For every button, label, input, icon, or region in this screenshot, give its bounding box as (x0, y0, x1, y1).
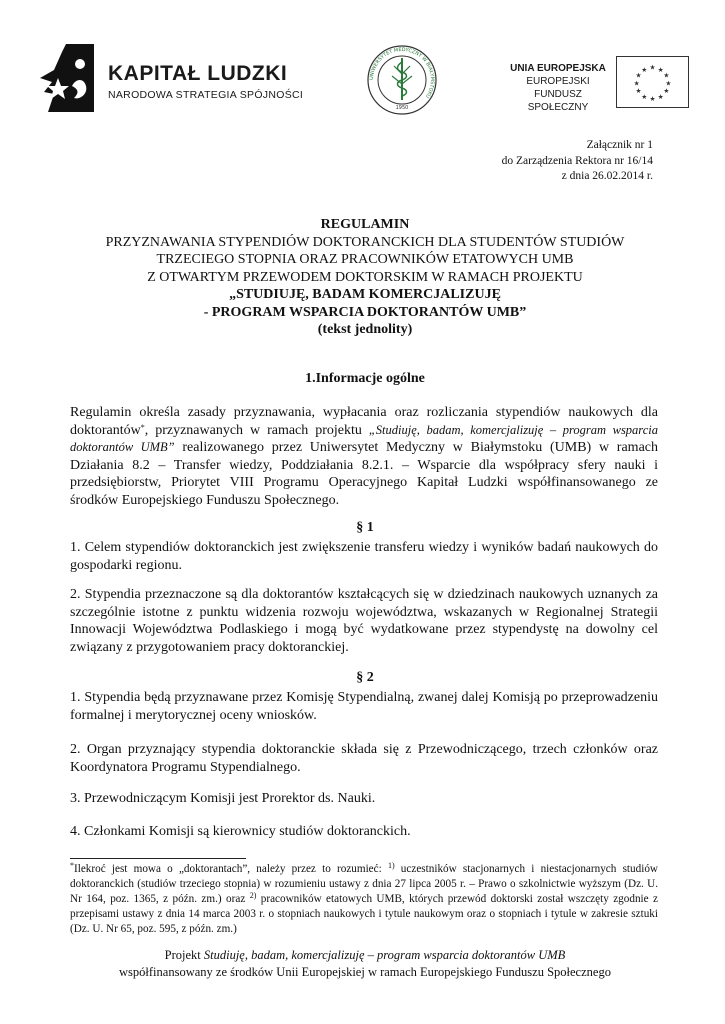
annex-reference (502, 138, 653, 185)
seal-year: 1950 (395, 105, 409, 111)
svg-text:★: ★ (641, 92, 648, 101)
footnote-divider (70, 858, 246, 859)
title-line6: - PROGRAM WSPARCIA DOKTORANTÓW UMB” (203, 304, 527, 320)
ue-line1: UNIA EUROPEJSKA (510, 63, 606, 74)
footnote-text-b: uczestników stacjonarnych i niestacjonarnych studiów doktoranckich (studiów trzeciego stopnia) w rozumieniu ustawy z dnia 27 lipca 2005 r. – Prawo o szkolnictwie wyższym (Dz. U. Nr 164, poz. 1365, z późn. zm.) oraz (70, 863, 658, 905)
kapital-ludzki-wordmark (108, 62, 303, 102)
footnote-sup1: 1) (387, 861, 395, 870)
ue-line3: FUNDUSZ SPOŁECZNY (527, 89, 589, 113)
footnote-ref: * (140, 422, 145, 432)
annex-line3: z dnia 26.02.2014 r. (561, 170, 653, 182)
section1-paragraph (70, 404, 658, 510)
paragraph-heading-2: § 2 (356, 670, 374, 685)
footnote-sup2: 2) (249, 891, 257, 900)
svg-text:★: ★ (657, 92, 664, 101)
footnote-mark: * (70, 861, 74, 870)
kl-subtitle: NARODOWA STRATEGIA SPÓJNOŚCI (108, 89, 304, 101)
annex-line2: do Zarządzenia Rektora nr 16/14 (501, 154, 653, 167)
section-heading-general: 1.Informacje ogólne (305, 371, 425, 386)
title-line1: REGULAMIN (320, 217, 410, 232)
svg-text:★: ★ (663, 71, 670, 80)
svg-text:★: ★ (665, 79, 672, 88)
annex-line1: Załącznik nr 1 (586, 139, 653, 151)
footer-project-name: Studiuję, badam, komercjalizuję – program wsparcia doktorantów UMB (203, 948, 566, 962)
svg-text:★: ★ (649, 63, 656, 72)
eu-flag-icon (616, 56, 689, 108)
par2-item4: 4. Członkami Komisji są kierownicy studiów doktoranckich. (70, 824, 411, 839)
par1-item2: 2. Stypendia przeznaczone są dla doktorantów kształcących się w dziedzinach naukowych uznanych za szczególnie istotne z punktu widzenia rozwoju województwa, wskazanych w Regionalnej Strategii Innowacji Województwa Podlaskiego i mogą być wydatkowane przez stypendystę na dowolny cel związany z przygotowaniem pracy doktoranckiej. (70, 587, 658, 655)
section1-text-a: Regulamin określa zasady przyznawania, wypłacania oraz rozliczania stypendiów naukowych dla doktorantów (70, 405, 658, 438)
kl-title: KAPITAŁ LUDZKI (108, 62, 288, 85)
par2-item3: 3. Przewodniczącym Komisji jest Prorektor ds. Nauki. (70, 791, 376, 806)
footer-prefix: Projekt (164, 948, 204, 962)
eu-text-block (503, 62, 613, 114)
footer-line2: współfinansowany ze środków Unii Europejskiej w ramach Europejskiego Funduszu Społecznego (119, 965, 611, 979)
paragraph-heading-1: § 1 (356, 520, 374, 535)
svg-text:★: ★ (633, 79, 640, 88)
page-footer (60, 947, 670, 981)
title-line4: Z OTWARTYM PRZEWODEM DOKTORSKIM W RAMACH PROJEKTU (147, 269, 583, 285)
document-title (60, 216, 670, 339)
title-line2: PRZYZNAWANIA STYPENDIÓW DOKTORANCKICH DLA STUDENTÓW STUDIÓW (105, 234, 625, 250)
svg-text:★: ★ (635, 71, 642, 80)
par2-item2: 2. Organ przyznający stypendia doktoranckie składa się z Przewodniczącego, trzech członków oraz Koordynatora Programu Stypendialnego. (70, 742, 658, 775)
footer-line1 (60, 947, 670, 964)
umb-seal-icon (366, 44, 438, 116)
title-line7: (tekst jednolity) (317, 322, 413, 337)
project-name-italic: „Studiuję, badam, komercjalizuję – program wsparcia doktorantów UMB” (70, 422, 658, 455)
footnote-text-c: pracowników etatowych UMB, których przewód doktorski został wszczęty zgodnie z przepisami ustawy z dnia 14 marca 2003 r. o stopniach naukowych i tytule naukowym oraz o stopniach i tytule w zakresie sztuki (Dz. U. Nr 65, poz. 595, z późn. zm.) (70, 893, 658, 935)
section1-text-c: realizowanego przez Uniwersytet Medyczny w Białymstoku (UMB) w ramach Działania 8.2 – Transfer wiedzy, Poddziałania 8.2.1. – Wsparcie dla współpracy sfery nauki i przedsiębiorstw, Priorytet VIII Programu Operacyjnego Kapitał Ludzki współfinansowanego ze środków Europejskiego Funduszu Społecznego. (70, 440, 658, 508)
svg-text:★: ★ (649, 95, 656, 104)
svg-text:★: ★ (635, 87, 642, 96)
kapital-ludzki-logo-icon (36, 42, 98, 114)
title-line5: „STUDIUJĘ, BADAM KOMERCJALIZUJĘ (229, 287, 501, 302)
par1-item1: 1. Celem stypendiów doktoranckich jest zwiększenie transferu wiedzy i wyników badań naukowych do gospodarki regionu. (70, 540, 658, 573)
page-header (0, 0, 725, 140)
footnote-text-a: Ilekroć jest mowa o „doktorantach”, należy przez to rozumieć: (74, 863, 388, 875)
title-line3: TRZECIEGO STOPNIA ORAZ PRACOWNIKÓW ETATOWYCH UMB (156, 252, 574, 267)
svg-text:★: ★ (657, 65, 664, 74)
svg-text:★: ★ (641, 65, 648, 74)
seal-ring-text: UNIWERSYTET MEDYCZNY W BIAŁYMSTOKU (368, 46, 436, 100)
svg-text:★: ★ (663, 87, 670, 96)
footnote (70, 862, 658, 937)
ue-line2: EUROPEJSKI (526, 76, 590, 87)
section1-text-b: , przyznawanych w ramach projektu (144, 422, 369, 438)
par2-item1: 1. Stypendia będą przyznawane przez Komisję Stypendialną, zwanej dalej Komisją po przeprowadzeniu formalnej i merytorycznej oceny wniosków. (70, 690, 658, 723)
